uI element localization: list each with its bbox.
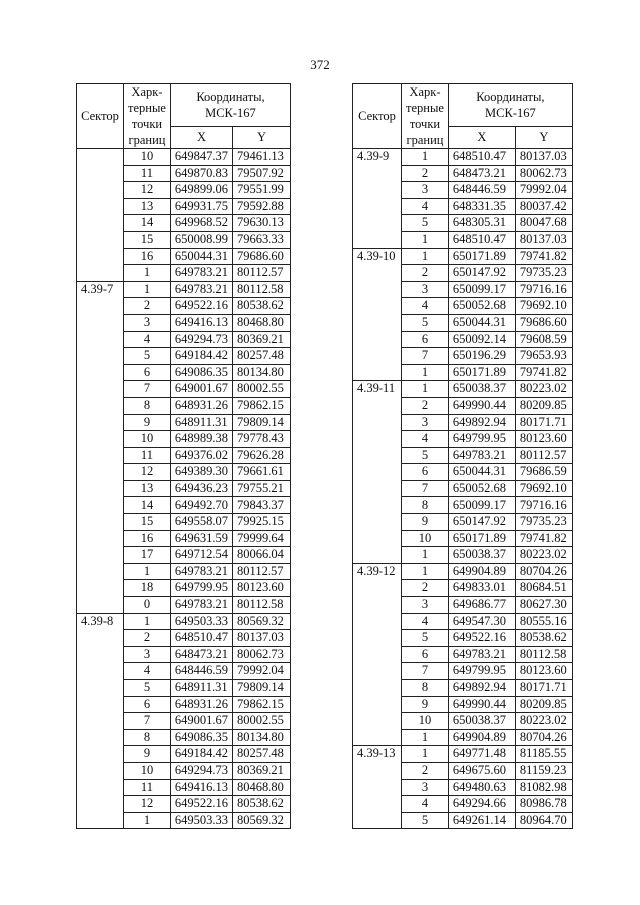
- sector-cell: [77, 149, 124, 282]
- y-coordinate-cell: 80123.60: [515, 663, 572, 680]
- x-coordinate-cell: 649892.94: [448, 414, 515, 431]
- x-coordinate-cell: 648446.59: [170, 663, 232, 680]
- x-coordinate-cell: 649416.13: [170, 314, 232, 331]
- y-coordinate-cell: 80684.51: [515, 580, 572, 597]
- x-coordinate-cell: 650052.68: [448, 480, 515, 497]
- point-number-cell: 4: [402, 198, 449, 215]
- y-coordinate-cell: 80062.73: [515, 165, 572, 182]
- sector-cell: 4.39-13: [353, 746, 402, 829]
- y-coordinate-cell: 79630.13: [233, 215, 291, 232]
- point-number-cell: 9: [124, 414, 171, 431]
- y-coordinate-cell: 80112.57: [233, 563, 291, 580]
- point-number-cell: 2: [402, 397, 449, 414]
- y-coordinate-cell: 80209.85: [515, 397, 572, 414]
- header-x: X: [448, 126, 515, 148]
- x-coordinate-cell: 649503.33: [170, 613, 232, 630]
- x-coordinate-cell: 649833.01: [448, 580, 515, 597]
- point-number-cell: 1: [402, 381, 449, 398]
- sector-cell: 4.39-11: [353, 381, 402, 564]
- x-coordinate-cell: 649376.02: [170, 447, 232, 464]
- y-coordinate-cell: 80137.03: [233, 630, 291, 647]
- y-coordinate-cell: 80112.58: [233, 597, 291, 614]
- y-coordinate-cell: 81185.55: [515, 746, 572, 763]
- x-coordinate-cell: 649480.63: [448, 779, 515, 796]
- point-number-cell: 10: [124, 762, 171, 779]
- point-number-cell: 5: [402, 215, 449, 232]
- table-row: [353, 746, 573, 763]
- y-coordinate-cell: 80369.21: [233, 331, 291, 348]
- y-coordinate-cell: 79692.10: [515, 298, 572, 315]
- point-number-cell: 8: [402, 497, 449, 514]
- y-coordinate-cell: 80112.58: [233, 281, 291, 298]
- x-coordinate-cell: 649783.21: [170, 597, 232, 614]
- header-coordinates: [448, 84, 572, 127]
- sector-cell: 4.39-10: [353, 248, 402, 381]
- y-coordinate-cell: 79653.93: [515, 348, 572, 365]
- x-coordinate-cell: 649675.60: [448, 762, 515, 779]
- x-coordinate-cell: 649086.35: [170, 364, 232, 381]
- header-sector: Сектор: [353, 84, 402, 149]
- y-coordinate-cell: 80223.02: [515, 713, 572, 730]
- y-coordinate-cell: 80171.71: [515, 680, 572, 697]
- point-number-cell: 4: [124, 331, 171, 348]
- coordinates-table-right: [352, 83, 573, 829]
- point-number-cell: 13: [124, 198, 171, 215]
- point-number-cell: 4: [402, 796, 449, 813]
- point-number-cell: 1: [402, 364, 449, 381]
- x-coordinate-cell: 649522.16: [448, 630, 515, 647]
- y-coordinate-cell: 80002.55: [233, 713, 291, 730]
- point-number-cell: 6: [402, 464, 449, 481]
- x-coordinate-cell: 650147.92: [448, 265, 515, 282]
- point-number-cell: 13: [124, 480, 171, 497]
- x-coordinate-cell: 650171.89: [448, 364, 515, 381]
- y-coordinate-cell: 81159.23: [515, 762, 572, 779]
- x-coordinate-cell: 649990.44: [448, 397, 515, 414]
- y-coordinate-cell: 80538.62: [515, 630, 572, 647]
- sector-cell: 4.39-9: [353, 149, 402, 249]
- header-coordinates: [170, 84, 290, 127]
- y-coordinate-cell: 79862.15: [233, 397, 291, 414]
- table-row: [353, 149, 573, 166]
- y-coordinate-cell: 80112.58: [515, 646, 572, 663]
- point-number-cell: 12: [124, 464, 171, 481]
- y-coordinate-cell: 80555.16: [515, 613, 572, 630]
- y-coordinate-cell: 79778.43: [233, 431, 291, 448]
- point-number-cell: 2: [402, 165, 449, 182]
- x-coordinate-cell: 649771.48: [448, 746, 515, 763]
- point-number-cell: 5: [402, 314, 449, 331]
- header-points-line: границ: [406, 133, 444, 147]
- point-number-cell: 1: [402, 746, 449, 763]
- x-coordinate-cell: 650052.68: [448, 298, 515, 315]
- point-number-cell: 5: [402, 447, 449, 464]
- y-coordinate-cell: 79999.64: [233, 530, 291, 547]
- point-number-cell: 2: [124, 298, 171, 315]
- y-coordinate-cell: 80047.68: [515, 215, 572, 232]
- y-coordinate-cell: 80569.32: [233, 812, 291, 829]
- x-coordinate-cell: 650099.17: [448, 281, 515, 298]
- point-number-cell: 4: [402, 613, 449, 630]
- x-coordinate-cell: 649783.21: [170, 281, 232, 298]
- y-coordinate-cell: 80223.02: [515, 547, 572, 564]
- y-coordinate-cell: 79461.13: [233, 149, 291, 166]
- y-coordinate-cell: 80964.70: [515, 812, 572, 829]
- table-row: [77, 149, 291, 166]
- x-coordinate-cell: 648473.21: [170, 646, 232, 663]
- table-row: [77, 281, 291, 298]
- x-coordinate-cell: 650008.99: [170, 231, 232, 248]
- point-number-cell: 8: [124, 729, 171, 746]
- x-coordinate-cell: 649899.06: [170, 182, 232, 199]
- x-coordinate-cell: 649389.30: [170, 464, 232, 481]
- y-coordinate-cell: 80986.78: [515, 796, 572, 813]
- x-coordinate-cell: 648510.47: [448, 149, 515, 166]
- y-coordinate-cell: 79843.37: [233, 497, 291, 514]
- x-coordinate-cell: 650044.31: [448, 464, 515, 481]
- point-number-cell: 6: [124, 364, 171, 381]
- y-coordinate-cell: 79686.60: [233, 248, 291, 265]
- y-coordinate-cell: 79716.16: [515, 281, 572, 298]
- point-number-cell: 4: [402, 298, 449, 315]
- y-coordinate-cell: 80137.03: [515, 149, 572, 166]
- y-coordinate-cell: 79809.14: [233, 680, 291, 697]
- point-number-cell: 1: [402, 563, 449, 580]
- x-coordinate-cell: 649686.77: [448, 597, 515, 614]
- table-row: [353, 381, 573, 398]
- x-coordinate-cell: 649904.89: [448, 729, 515, 746]
- point-number-cell: 3: [402, 779, 449, 796]
- x-coordinate-cell: 650044.31: [448, 314, 515, 331]
- point-number-cell: 14: [124, 215, 171, 232]
- x-coordinate-cell: 649847.37: [170, 149, 232, 166]
- point-number-cell: 7: [402, 480, 449, 497]
- header-coords-title: Координаты,: [476, 89, 545, 104]
- point-number-cell: 11: [124, 165, 171, 182]
- point-number-cell: 7: [402, 663, 449, 680]
- y-coordinate-cell: 80066.04: [233, 547, 291, 564]
- y-coordinate-cell: 79992.04: [515, 182, 572, 199]
- y-coordinate-cell: 79507.92: [233, 165, 291, 182]
- header-y: Y: [233, 126, 291, 148]
- y-coordinate-cell: 80369.21: [233, 762, 291, 779]
- x-coordinate-cell: 649492.70: [170, 497, 232, 514]
- y-coordinate-cell: 79608.59: [515, 331, 572, 348]
- point-number-cell: 1: [124, 812, 171, 829]
- point-number-cell: 10: [402, 530, 449, 547]
- x-coordinate-cell: 648446.59: [448, 182, 515, 199]
- point-number-cell: 2: [402, 580, 449, 597]
- y-coordinate-cell: 80062.73: [233, 646, 291, 663]
- point-number-cell: 5: [402, 630, 449, 647]
- y-coordinate-cell: 79741.82: [515, 530, 572, 547]
- x-coordinate-cell: 648931.26: [170, 696, 232, 713]
- x-coordinate-cell: 649416.13: [170, 779, 232, 796]
- y-coordinate-cell: 79735.23: [515, 265, 572, 282]
- point-number-cell: 2: [124, 630, 171, 647]
- x-coordinate-cell: 649904.89: [448, 563, 515, 580]
- x-coordinate-cell: 649968.52: [170, 215, 232, 232]
- y-coordinate-cell: 80223.02: [515, 381, 572, 398]
- y-coordinate-cell: 80112.57: [515, 447, 572, 464]
- x-coordinate-cell: 649294.73: [170, 331, 232, 348]
- point-number-cell: 15: [124, 231, 171, 248]
- x-coordinate-cell: 649503.33: [170, 812, 232, 829]
- x-coordinate-cell: 649783.21: [448, 447, 515, 464]
- x-coordinate-cell: 649436.23: [170, 480, 232, 497]
- y-coordinate-cell: 80538.62: [233, 796, 291, 813]
- point-number-cell: 7: [124, 381, 171, 398]
- table-row: [353, 563, 573, 580]
- x-coordinate-cell: 648331.35: [448, 198, 515, 215]
- y-coordinate-cell: 79686.60: [515, 314, 572, 331]
- x-coordinate-cell: 650196.29: [448, 348, 515, 365]
- y-coordinate-cell: 79592.88: [233, 198, 291, 215]
- y-coordinate-cell: 80627.30: [515, 597, 572, 614]
- x-coordinate-cell: 648989.38: [170, 431, 232, 448]
- coordinates-table-left: [76, 83, 291, 829]
- point-number-cell: 3: [402, 597, 449, 614]
- point-number-cell: 5: [124, 680, 171, 697]
- point-number-cell: 3: [124, 314, 171, 331]
- y-coordinate-cell: 79992.04: [233, 663, 291, 680]
- y-coordinate-cell: 79716.16: [515, 497, 572, 514]
- x-coordinate-cell: 649712.54: [170, 547, 232, 564]
- y-coordinate-cell: 80209.85: [515, 696, 572, 713]
- point-number-cell: 0: [124, 597, 171, 614]
- x-coordinate-cell: 650038.37: [448, 547, 515, 564]
- x-coordinate-cell: 649086.35: [170, 729, 232, 746]
- point-number-cell: 11: [124, 779, 171, 796]
- y-coordinate-cell: 79686.59: [515, 464, 572, 481]
- y-coordinate-cell: 80257.48: [233, 348, 291, 365]
- x-coordinate-cell: 650044.31: [170, 248, 232, 265]
- y-coordinate-cell: 80468.80: [233, 314, 291, 331]
- y-coordinate-cell: 80704.26: [515, 729, 572, 746]
- x-coordinate-cell: 648931.26: [170, 397, 232, 414]
- point-number-cell: 16: [124, 248, 171, 265]
- y-coordinate-cell: 79692.10: [515, 480, 572, 497]
- header-points-line: Харк-: [409, 85, 441, 99]
- x-coordinate-cell: 650099.17: [448, 497, 515, 514]
- point-number-cell: 3: [402, 414, 449, 431]
- x-coordinate-cell: 649631.59: [170, 530, 232, 547]
- point-number-cell: 15: [124, 514, 171, 531]
- point-number-cell: 4: [124, 663, 171, 680]
- point-number-cell: 3: [124, 646, 171, 663]
- x-coordinate-cell: 648510.47: [448, 231, 515, 248]
- point-number-cell: 5: [402, 812, 449, 829]
- point-number-cell: 1: [402, 547, 449, 564]
- point-number-cell: 10: [124, 431, 171, 448]
- point-number-cell: 7: [402, 348, 449, 365]
- y-coordinate-cell: 79663.33: [233, 231, 291, 248]
- y-coordinate-cell: 80538.62: [233, 298, 291, 315]
- point-number-cell: 1: [402, 231, 449, 248]
- point-number-cell: 3: [402, 281, 449, 298]
- y-coordinate-cell: 79661.61: [233, 464, 291, 481]
- header-points-line: точки: [131, 117, 163, 131]
- x-coordinate-cell: 649783.21: [170, 563, 232, 580]
- table-body: [77, 149, 291, 829]
- x-coordinate-cell: 649184.42: [170, 348, 232, 365]
- y-coordinate-cell: 80171.71: [515, 414, 572, 431]
- y-coordinate-cell: 80123.60: [233, 580, 291, 597]
- x-coordinate-cell: 649870.83: [170, 165, 232, 182]
- y-coordinate-cell: 79735.23: [515, 514, 572, 531]
- y-coordinate-cell: 79741.82: [515, 364, 572, 381]
- point-number-cell: 12: [124, 182, 171, 199]
- y-coordinate-cell: 80112.57: [233, 265, 291, 282]
- y-coordinate-cell: 80704.26: [515, 563, 572, 580]
- header-points-line: терные: [128, 101, 166, 115]
- x-coordinate-cell: 648305.31: [448, 215, 515, 232]
- y-coordinate-cell: 79741.82: [515, 248, 572, 265]
- point-number-cell: 2: [402, 762, 449, 779]
- header-sector: Сектор: [77, 84, 124, 149]
- point-number-cell: 1: [124, 613, 171, 630]
- table-header: [353, 84, 573, 149]
- point-number-cell: 9: [402, 696, 449, 713]
- x-coordinate-cell: 650038.37: [448, 713, 515, 730]
- y-coordinate-cell: 81082.98: [515, 779, 572, 796]
- header-coords-system: МСК-167: [205, 105, 256, 120]
- y-coordinate-cell: 79626.28: [233, 447, 291, 464]
- point-number-cell: 6: [402, 331, 449, 348]
- header-y: Y: [515, 126, 572, 148]
- header-points: [402, 84, 449, 149]
- header-coords-title: Координаты,: [196, 89, 265, 104]
- table-row: [77, 613, 291, 630]
- x-coordinate-cell: 650171.89: [448, 248, 515, 265]
- x-coordinate-cell: 650171.89: [448, 530, 515, 547]
- y-coordinate-cell: 80134.80: [233, 364, 291, 381]
- x-coordinate-cell: 649931.75: [170, 198, 232, 215]
- table-header: [77, 84, 291, 149]
- point-number-cell: 5: [124, 348, 171, 365]
- x-coordinate-cell: 650038.37: [448, 381, 515, 398]
- x-coordinate-cell: 649799.95: [448, 663, 515, 680]
- x-coordinate-cell: 649001.67: [170, 713, 232, 730]
- table-row: [353, 248, 573, 265]
- sector-cell: 4.39-7: [77, 281, 124, 613]
- point-number-cell: 9: [402, 514, 449, 531]
- header-coords-system: МСК-167: [485, 105, 536, 120]
- x-coordinate-cell: 649799.95: [448, 431, 515, 448]
- point-number-cell: 8: [124, 397, 171, 414]
- y-coordinate-cell: 80137.03: [515, 231, 572, 248]
- point-number-cell: 16: [124, 530, 171, 547]
- point-number-cell: 6: [402, 646, 449, 663]
- x-coordinate-cell: 648911.31: [170, 414, 232, 431]
- sector-cell: 4.39-8: [77, 613, 124, 829]
- x-coordinate-cell: 649001.67: [170, 381, 232, 398]
- point-number-cell: 17: [124, 547, 171, 564]
- point-number-cell: 18: [124, 580, 171, 597]
- header-points-line: терные: [406, 101, 444, 115]
- y-coordinate-cell: 80468.80: [233, 779, 291, 796]
- y-coordinate-cell: 80037.42: [515, 198, 572, 215]
- point-number-cell: 1: [402, 149, 449, 166]
- header-points-line: точки: [409, 117, 441, 131]
- y-coordinate-cell: 79925.15: [233, 514, 291, 531]
- point-number-cell: 1: [402, 248, 449, 265]
- point-number-cell: 1: [402, 729, 449, 746]
- point-number-cell: 8: [402, 680, 449, 697]
- x-coordinate-cell: 648510.47: [170, 630, 232, 647]
- point-number-cell: 11: [124, 447, 171, 464]
- y-coordinate-cell: 79809.14: [233, 414, 291, 431]
- header-points-line: Харк-: [131, 85, 163, 99]
- y-coordinate-cell: 80123.60: [515, 431, 572, 448]
- x-coordinate-cell: 648473.21: [448, 165, 515, 182]
- header-points-line: границ: [128, 133, 166, 147]
- x-coordinate-cell: 649783.21: [448, 646, 515, 663]
- point-number-cell: 4: [402, 431, 449, 448]
- point-number-cell: 2: [402, 265, 449, 282]
- point-number-cell: 7: [124, 713, 171, 730]
- x-coordinate-cell: 649892.94: [448, 680, 515, 697]
- x-coordinate-cell: 649783.21: [170, 265, 232, 282]
- x-coordinate-cell: 650092.14: [448, 331, 515, 348]
- point-number-cell: 6: [124, 696, 171, 713]
- x-coordinate-cell: 649294.73: [170, 762, 232, 779]
- y-coordinate-cell: 80569.32: [233, 613, 291, 630]
- y-coordinate-cell: 80134.80: [233, 729, 291, 746]
- x-coordinate-cell: 650147.92: [448, 514, 515, 531]
- point-number-cell: 1: [124, 281, 171, 298]
- y-coordinate-cell: 79551.99: [233, 182, 291, 199]
- point-number-cell: 9: [124, 746, 171, 763]
- sector-cell: 4.39-12: [353, 563, 402, 746]
- x-coordinate-cell: 649184.42: [170, 746, 232, 763]
- x-coordinate-cell: 649799.95: [170, 580, 232, 597]
- point-number-cell: 12: [124, 796, 171, 813]
- x-coordinate-cell: 648911.31: [170, 680, 232, 697]
- table-body: [353, 149, 573, 829]
- y-coordinate-cell: 79755.21: [233, 480, 291, 497]
- point-number-cell: 1: [124, 265, 171, 282]
- point-number-cell: 3: [402, 182, 449, 199]
- x-coordinate-cell: 649522.16: [170, 298, 232, 315]
- y-coordinate-cell: 79862.15: [233, 696, 291, 713]
- y-coordinate-cell: 80002.55: [233, 381, 291, 398]
- header-x: X: [170, 126, 232, 148]
- x-coordinate-cell: 649990.44: [448, 696, 515, 713]
- x-coordinate-cell: 649522.16: [170, 796, 232, 813]
- x-coordinate-cell: 649261.14: [448, 812, 515, 829]
- header-points: [124, 84, 171, 149]
- x-coordinate-cell: 649294.66: [448, 796, 515, 813]
- point-number-cell: 10: [402, 713, 449, 730]
- point-number-cell: 10: [124, 149, 171, 166]
- point-number-cell: 14: [124, 497, 171, 514]
- x-coordinate-cell: 649558.07: [170, 514, 232, 531]
- point-number-cell: 1: [124, 563, 171, 580]
- x-coordinate-cell: 649547.30: [448, 613, 515, 630]
- y-coordinate-cell: 80257.48: [233, 746, 291, 763]
- page-number: 372: [310, 57, 330, 72]
